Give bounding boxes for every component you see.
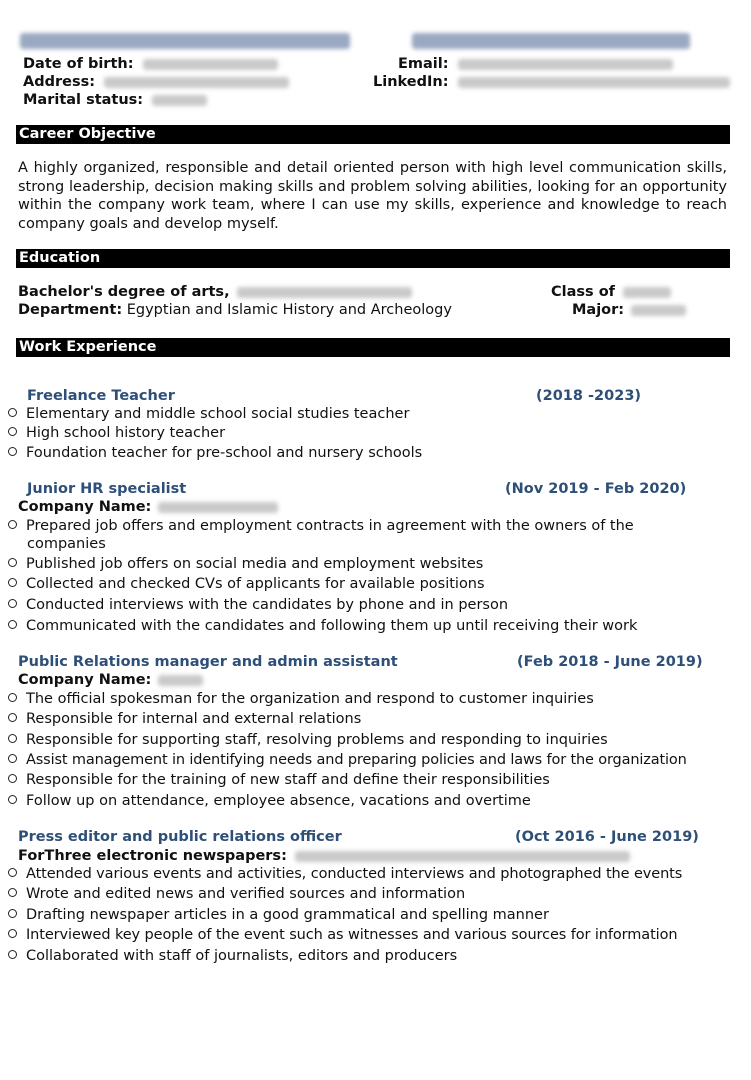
- list-item: The official spokesman for the organization and respond to customer inquiries: [8, 690, 594, 708]
- list-item: Drafting newspaper articles in a good grammatical and spelling manner: [8, 906, 549, 924]
- bullet-icon: [8, 929, 17, 938]
- dob-row: [23, 55, 278, 73]
- bullet-icon: [8, 795, 17, 804]
- job-dates-4: (Oct 2016 - June 2019): [515, 829, 699, 845]
- section-work-experience: Work Experience: [16, 338, 730, 357]
- list-item: Attended various events and activities, conducted interviews and photographed the events: [8, 865, 682, 883]
- degree-text: Bachelor's degree of arts,: [18, 284, 230, 300]
- bullet-icon: [8, 774, 17, 783]
- list-item: Assist management in identifying needs and preparing policies and laws for the organization: [8, 751, 687, 769]
- redacted-phone: [412, 32, 690, 50]
- job-title-3: Public Relations manager and admin assistant: [18, 654, 398, 670]
- email-label: Email:: [398, 56, 449, 72]
- company-label: Company Name:: [18, 499, 152, 515]
- bullet-icon: [8, 620, 17, 629]
- list-item-continuation: companies: [27, 536, 106, 552]
- redacted-marital: [152, 95, 207, 106]
- redacted-year: [623, 287, 671, 298]
- major-label: Major:: [572, 302, 625, 318]
- job-title-2: Junior HR specialist: [27, 481, 187, 497]
- redacted-major: [631, 305, 686, 316]
- list-item: Elementary and middle school social studies teacher: [8, 405, 409, 423]
- company-label: ForThree electronic newspapers:: [18, 848, 287, 864]
- redacted-company: [158, 502, 278, 513]
- address-label: Address:: [23, 74, 96, 90]
- redacted-linkedin: [458, 77, 730, 88]
- bullet-icon: [8, 408, 17, 417]
- bullet-icon: [8, 909, 17, 918]
- list-item: Published job offers on social media and employment websites: [8, 555, 483, 573]
- degree-line: [18, 283, 412, 301]
- redacted-dob: [143, 59, 278, 70]
- list-item: Interviewed key people of the event such as witnesses and various sources for information: [8, 926, 677, 944]
- list-item: Responsible for supporting staff, resolving problems and responding to inquiries: [8, 731, 608, 749]
- company-label: Company Name:: [18, 672, 152, 688]
- bullet-icon: [8, 713, 17, 722]
- redacted-name: [20, 32, 350, 50]
- bullet-icon: [8, 520, 17, 529]
- bullet-icon: [8, 578, 17, 587]
- redacted-company: [158, 675, 203, 686]
- linkedin-label: LinkedIn:: [373, 74, 449, 90]
- bullet-icon: [8, 888, 17, 897]
- address-row: [23, 73, 289, 91]
- bullet-icon: [8, 734, 17, 743]
- bullet-icon: [8, 868, 17, 877]
- redacted-email: [458, 59, 673, 70]
- bullet-icon: [8, 950, 17, 959]
- job-dates-2: (Nov 2019 - Feb 2020): [505, 481, 687, 497]
- major-line: [572, 301, 686, 319]
- redacted-university: [237, 287, 412, 298]
- redacted-address: [104, 77, 289, 88]
- job-dates-3: (Feb 2018 - June 2019): [517, 654, 703, 670]
- redacted-newspapers: [295, 851, 630, 862]
- list-item: High school history teacher: [8, 424, 225, 442]
- section-career-objective: Career Objective: [16, 125, 730, 144]
- bullet-icon: [8, 447, 17, 456]
- company-line-4: [18, 847, 630, 865]
- company-line-2: [18, 498, 278, 516]
- list-item: Follow up on attendance, employee absence, vacations and overtime: [8, 792, 531, 810]
- dob-label: Date of birth:: [23, 56, 134, 72]
- bullet-icon: [8, 558, 17, 567]
- list-item: Foundation teacher for pre-school and nursery schools: [8, 444, 422, 462]
- class-of-line: [551, 283, 671, 301]
- list-item: Responsible for internal and external relations: [8, 710, 361, 728]
- bullet-icon: [8, 754, 17, 763]
- bullet-icon: [8, 599, 17, 608]
- company-line-3: [18, 671, 203, 689]
- job-dates-1: (2018 -2023): [536, 388, 642, 404]
- bullet-icon: [8, 693, 17, 702]
- list-item: Collaborated with staff of journalists, editors and producers: [8, 947, 457, 965]
- job-title-1: Freelance Teacher: [27, 388, 175, 404]
- department-value: Egyptian and Islamic History and Archeology: [126, 302, 452, 318]
- job-title-4: Press editor and public relations officer: [18, 829, 342, 845]
- department-label: Department:: [18, 302, 123, 318]
- linkedin-row: [373, 73, 730, 91]
- list-item: Wrote and edited news and verified sources and information: [8, 885, 465, 903]
- list-item: Communicated with the candidates and following them up until receiving their work: [8, 617, 637, 635]
- class-of-label: Class of: [551, 284, 615, 300]
- list-item: Prepared job offers and employment contracts in agreement with the owners of the: [8, 517, 634, 535]
- bullet-icon: [8, 427, 17, 436]
- marital-row: [23, 91, 207, 109]
- list-item: Responsible for the training of new staff and define their responsibilities: [8, 771, 550, 789]
- career-objective-text: A highly organized, responsible and detail oriented person with high level communication skills, strong leadership, decision making skills and problem solving abilities, looking for an opportunity within the company work team, where I can use my skills, experience and knowledge to reach company goals and develop myself.: [18, 160, 727, 232]
- section-education: Education: [16, 249, 730, 268]
- department-line: [18, 301, 452, 319]
- email-row: [398, 55, 673, 73]
- list-item: Conducted interviews with the candidates by phone and in person: [8, 596, 508, 614]
- marital-label: Marital status:: [23, 92, 144, 108]
- list-item: Collected and checked CVs of applicants for available positions: [8, 575, 485, 593]
